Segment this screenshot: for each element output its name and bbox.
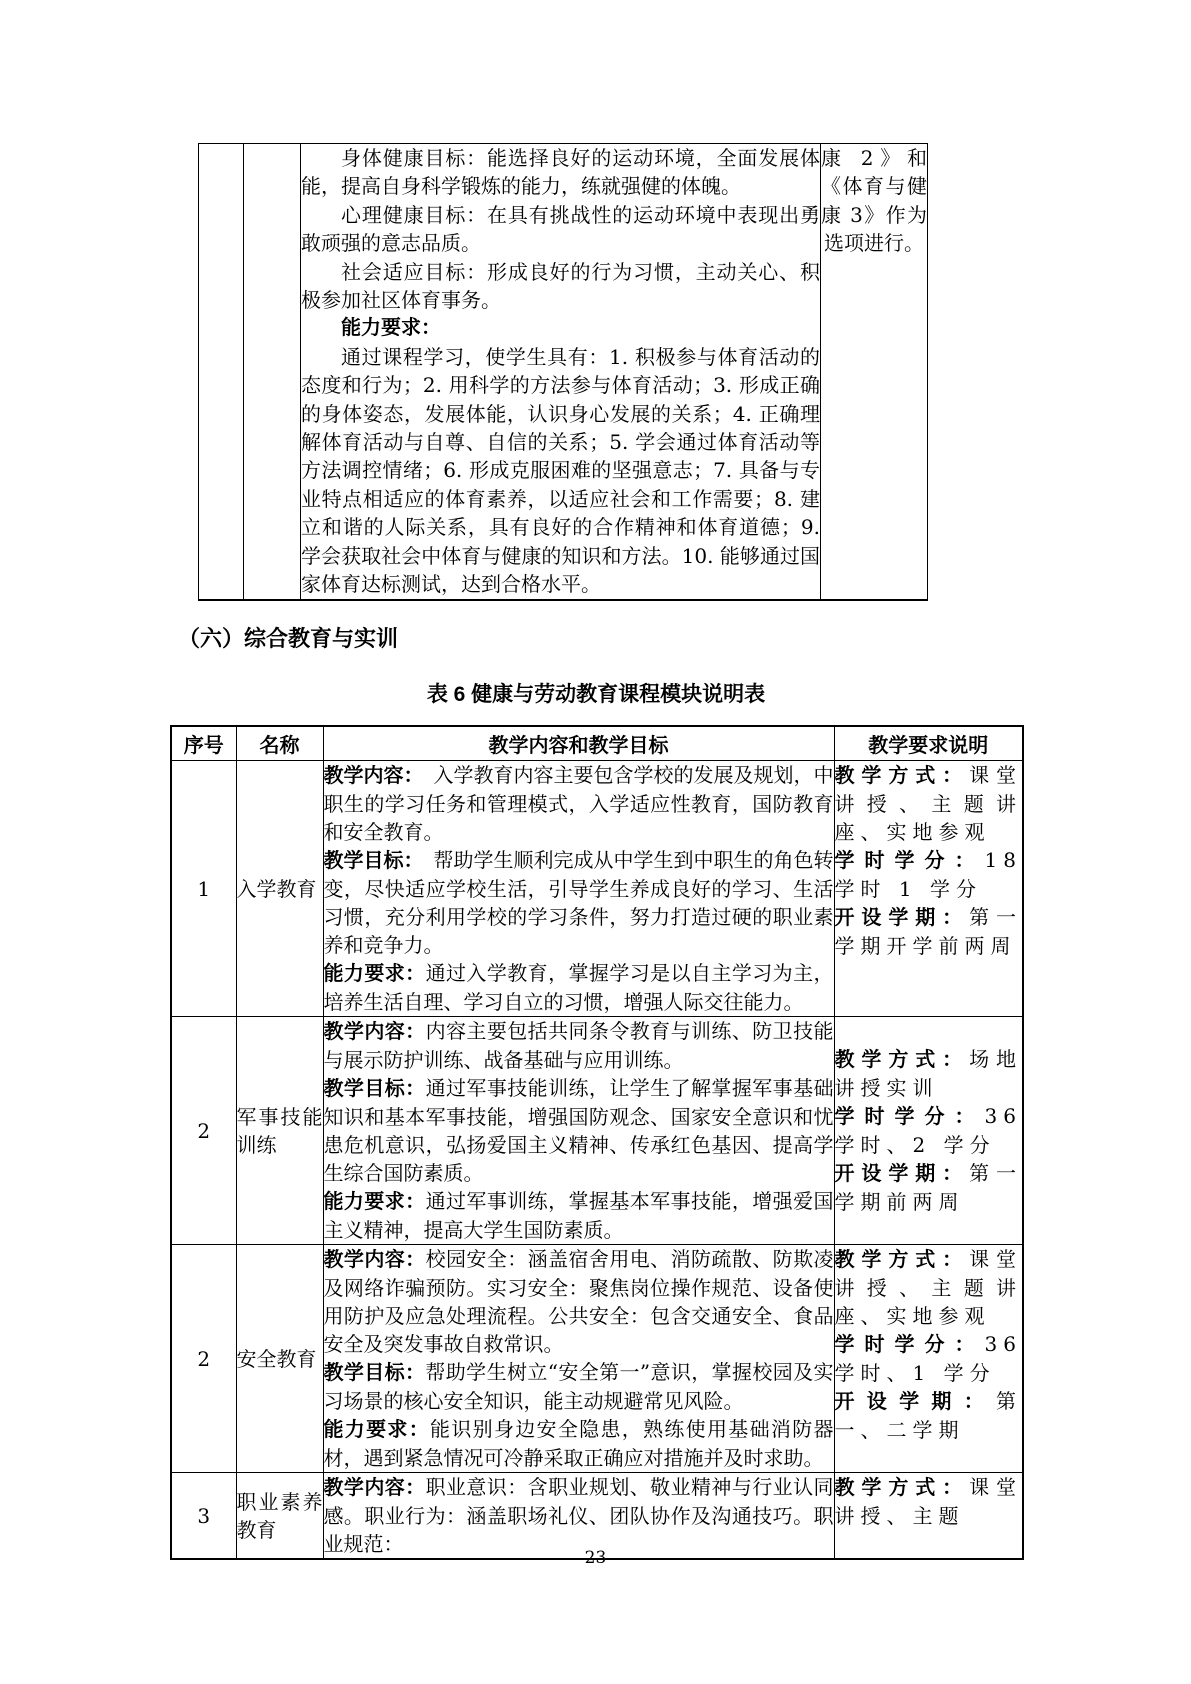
- module-table: [170, 725, 1024, 1560]
- row-no: 2: [171, 1017, 236, 1245]
- content-ability-requirement: 能力要求：通过入学教育，掌握学习是以自主学习为主，培养生活自理、学习自立的习惯，增强人际交往能力。: [323, 961, 834, 1014]
- prev-table-empty-name-cell: [244, 144, 301, 600]
- table-header-row: [171, 726, 1023, 761]
- table-row: [171, 1473, 1023, 1560]
- row-content: [323, 1017, 834, 1245]
- row-content: [323, 1473, 834, 1560]
- previous-page-table: [198, 143, 928, 601]
- paragraph-body-health-goal: 身体健康目标：能选择良好的运动环境，全面发展体能，提高自身科学锻炼的能力，练就强健的体魄。: [301, 146, 820, 199]
- req-semester: 开设学期：第一学期开学前两周: [834, 905, 1023, 958]
- paragraph-ability-requirement-label: 能力要求：: [341, 317, 441, 340]
- page-number: 23: [584, 1548, 607, 1568]
- content-teaching-content: 教学内容： 入学教育内容主要包含学校的发展及规划，中职生的学习任务和管理模式，入学适应性教育，国防教育和安全教育。: [323, 763, 834, 844]
- req-teaching-method: 教学方式：课堂讲授、主题讲座、实地参观: [834, 763, 1023, 844]
- row-requirements: [834, 1245, 1023, 1473]
- req-hours-credits: 学时学分：18 学时 1 学分: [834, 848, 1022, 901]
- header-content: 教学内容和教学目标: [323, 726, 834, 761]
- content-teaching-content: 教学内容：校园安全：涵盖宿舍用电、消防疏散、防欺凌及网络诈骗预防。实习安全：聚焦岗位操作规范、设备使用防护及应急处理流程。公共安全：包含交通安全、食品安全及突发事故自救常识。: [323, 1247, 834, 1356]
- content-teaching-content: 教学内容：内容主要包括共同条令教育与训练、防卫技能与展示防护训练、战备基础与应用训练。: [323, 1019, 834, 1072]
- req-hours-credits: 学时学分：36 学时、1 学分: [834, 1332, 1022, 1385]
- paragraph-ability-requirement-body: 通过课程学习，使学生具有：1. 积极参与体育活动的态度和行为；2. 用科学的方法参与体育活动；3. 形成正确的身体姿态，发展体能，认识身心发展的关系；4. 正确理解体育活动与自尊、自信的关系；5. 学会通过体育活动等方法调控情绪；6. 形成克服困难的坚强意志；7. 具备与专业特点相适应的体育素养，以适应社会和工作需要；8. 建立和谐的人际关系，具有良好的合作精神和体育道德；9. 学会获取社会中体育与健康的知识和方法。10. 能够通过国家体育达标测试，达到合格水平。: [301, 344, 820, 597]
- req-hours-credits: 学时学分：36 学时、2 学分: [834, 1104, 1022, 1157]
- table-row: [171, 761, 1023, 1017]
- content-ability-requirement: 能力要求：能识别身边安全隐患，熟练使用基础消防器材，遇到紧急情况可冷静采取正确应对措施并及时求助。: [323, 1417, 834, 1470]
- paragraph-mental-health-goal: 心理健康目标：在具有挑战性的运动环境中表现出勇敢顽强的意志品质。: [301, 202, 820, 256]
- req-teaching-method: 教学方式：课堂讲授、主题: [834, 1475, 1023, 1528]
- paragraph-social-adapt-goal: 社会适应目标：形成良好的行为习惯，主动关心、积极参加社区体育事务。: [301, 259, 820, 313]
- req-teaching-method: 教学方式：场地讲授实训: [834, 1047, 1023, 1100]
- table-row: [171, 1245, 1023, 1473]
- req-semester: 开设学期：第一、二学期: [834, 1389, 1022, 1442]
- table-title: 表 6 健康与劳动教育课程模块说明表: [426, 683, 766, 706]
- row-name: 安全教育: [236, 1245, 323, 1473]
- content-teaching-goal: 教学目标： 帮助学生顺利完成从中学生到中职生的角色转变，尽快适应学校生活，引导学生养成良好的学习、生活习惯，充分利用学校的学习条件，努力打造过硬的职业素养和竞争力。: [323, 848, 834, 957]
- row-name: 军事技能训练: [236, 1017, 323, 1245]
- content-ability-requirement: 能力要求：通过军事训练，掌握基本军事技能，增强爱国主义精神，提高大学生国防素质。: [323, 1189, 834, 1242]
- row-content: [323, 1245, 834, 1473]
- row-requirements: [834, 1473, 1023, 1560]
- req-teaching-method: 教学方式：课堂讲授、主题讲座、实地参观: [834, 1247, 1023, 1328]
- content-teaching-content: 教学内容：职业意识：含职业规划、敬业精神与行业认同感。职业行为：涵盖职场礼仪、团队协作及沟通技巧。职业规范：: [323, 1475, 834, 1556]
- table-row: [171, 1017, 1023, 1245]
- row-content: [323, 761, 834, 1017]
- req-semester: 开设学期：第一学期前两周: [834, 1161, 1023, 1214]
- row-no: 3: [171, 1473, 236, 1560]
- row-requirements: [834, 1017, 1023, 1245]
- row-no: 2: [171, 1245, 236, 1473]
- row-name: 职业素养教育: [236, 1473, 323, 1560]
- row-no: 1: [171, 761, 236, 1017]
- prev-table-note-cell: 康 2》和《体育与健康 3》作为选项进行。: [821, 144, 928, 600]
- row-name: 入学教育: [236, 761, 323, 1017]
- row-requirements: [834, 761, 1023, 1017]
- content-teaching-goal: 教学目标：通过军事技能训练，让学生了解掌握军事基础知识和基本军事技能，增强国防观念、国家安全意识和忧患危机意识，弘扬爱国主义精神、传承红色基因、提高学生综合国防素质。: [323, 1076, 834, 1185]
- section-heading: （六）综合教育与实训: [178, 626, 399, 651]
- content-teaching-goal: 教学目标：帮助学生树立“安全第一”意识，掌握校园及实习场景的核心安全知识，能主动规避常见风险。: [323, 1360, 834, 1413]
- header-name: 名称: [236, 726, 323, 761]
- header-requirements: 教学要求说明: [834, 726, 1023, 761]
- prev-table-empty-no-cell: [199, 144, 244, 600]
- prev-table-content-cell: [301, 144, 821, 600]
- header-no: 序号: [171, 726, 236, 761]
